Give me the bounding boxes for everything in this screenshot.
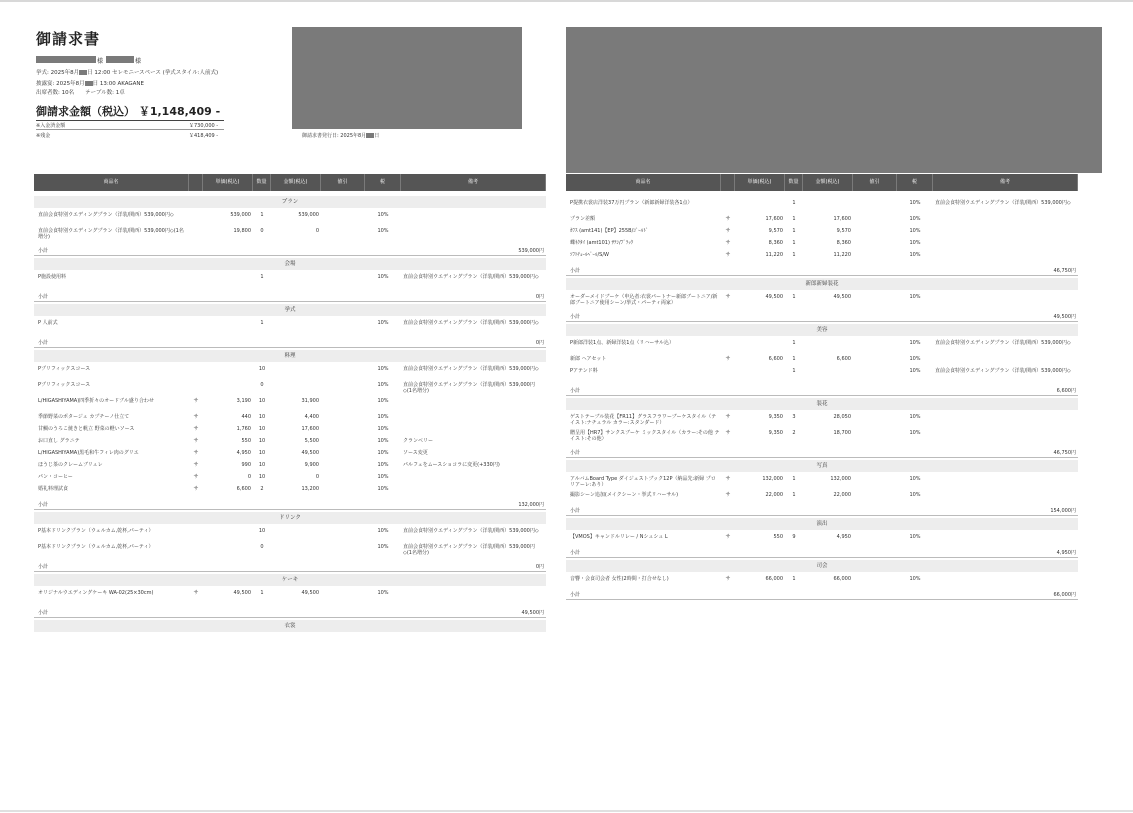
table-cell: 直前会食特別ウエディングプラン（洋装/関西）539,000円◇(1名増分) (403, 544, 535, 556)
table-cell: 【VMOS】キャンドルリレー / Nシュシュ L (570, 534, 668, 540)
column-header: 数量 (785, 174, 803, 191)
table-cell: 132,000 (830, 476, 851, 482)
table-cell: P 人前式 (38, 320, 58, 326)
table-cell: 9 (792, 534, 796, 540)
table-cell: サ (725, 252, 731, 258)
table-cell: 0 (260, 228, 264, 234)
table-cell: 6,600 (836, 356, 851, 362)
table-cell: 10% (377, 450, 389, 456)
table-cell: 66,000 (765, 576, 783, 582)
column-header (721, 174, 735, 191)
issue-date: 御請求書発行日: 2025年8月 日 (302, 133, 380, 139)
subtotal-value: 46,750円 (1053, 450, 1076, 456)
table-header-left (34, 174, 546, 191)
table-cell: 10 (258, 450, 266, 456)
table-cell: 17,600 (301, 426, 319, 432)
table-cell: 4,400 (304, 414, 319, 420)
table-cell: 贈呈用【HR7】サンクスブーケ ミックスタイル（カラー:その他 テイスト:その他） (570, 430, 720, 442)
table-cell: 10% (909, 430, 921, 436)
table-cell: 10% (909, 228, 921, 234)
recipient-suffix-2: 様 (135, 58, 142, 65)
table-cell: 1 (260, 212, 264, 218)
table-cell: P基本ドリンクプラン（ウェルカム,乾杯,パーティ） (38, 528, 154, 534)
subtotal-label: 小計 (38, 294, 49, 300)
subtotal-row (566, 448, 1078, 458)
section-header: 料理 (34, 350, 546, 362)
table-cell: 10% (377, 320, 389, 326)
column-header: 金額(税込) (271, 174, 321, 191)
table-cell: 10% (377, 382, 389, 388)
table-cell: 10 (258, 426, 266, 432)
table-cell: 直前会食特別ウエディングプラン（洋装/関西）539,000円◇ (403, 528, 539, 534)
section-header: 司会 (566, 560, 1078, 572)
deposit-label: ※入金済金額 (36, 123, 66, 129)
table-cell: 10% (909, 576, 921, 582)
table-cell: 10 (258, 474, 266, 480)
table-cell: 10 (258, 398, 266, 404)
table-cell: 10% (377, 414, 389, 420)
subtotal-label: 小計 (38, 564, 49, 570)
subtotal-label: 小計 (570, 268, 581, 274)
subtotal-value: 0円 (535, 340, 544, 346)
table-cell: サ (725, 240, 731, 246)
table-cell: Pプリフィックスコース (38, 366, 91, 372)
table-cell: 3,190 (236, 398, 251, 404)
subtotal-label: 小計 (570, 450, 581, 456)
subtotal-value: 6,600円 (1056, 388, 1076, 394)
column-header: 商品名 (566, 174, 721, 191)
table-cell: ｶﾌｽ (amt141)【EP】255B/ｺﾞｰﾙﾄﾞ (570, 228, 649, 234)
recipient-suffix-1: 様 (97, 58, 104, 65)
section-header: 衣裳 (34, 620, 546, 632)
table-cell: 440 (241, 414, 251, 420)
table-cell: 2 (260, 486, 264, 492)
subtotal-row (34, 608, 546, 618)
table-cell: 10% (377, 590, 389, 596)
table-cell: P新郎洋装1点、新婦洋装1点（リハーサル込） (570, 340, 674, 346)
table-cell: ほうじ茶のクレームブリュレ (38, 462, 103, 468)
table-row (566, 368, 1078, 388)
invoice-total: 御請求金額（税込） ￥1,148,409 - (36, 105, 221, 118)
table-cell: 10% (377, 366, 389, 372)
table-cell: 1 (792, 228, 796, 234)
ceremony-info: 挙式: 2025年8月 日 12:00 セレモニースペース (挙式スタイル:人前式) (36, 70, 219, 76)
reception-info: 披露宴: 2025年8月 日 13:00 AKAGANE (36, 81, 145, 87)
subtotal-row (566, 548, 1078, 558)
section-header: 新郎新婦装花 (566, 278, 1078, 290)
column-header: 商品名 (34, 174, 189, 191)
table-cell: Pアテンド料 (570, 368, 598, 374)
table-cell: 10 (258, 414, 266, 420)
subtotal-label: 小計 (38, 340, 49, 346)
table-cell: 10% (909, 476, 921, 482)
subtotal-value: 4,950円 (1056, 550, 1076, 556)
table-cell: ｿﾌﾄﾁｭｰﾙﾍﾞｰﾙ/S/W (570, 252, 609, 258)
section-header: 演出 (566, 518, 1078, 530)
table-cell: サ (725, 228, 731, 234)
section-header: 挙式 (34, 304, 546, 316)
table-cell: 5,500 (304, 438, 319, 444)
subtotal-value: 0円 (535, 564, 544, 570)
section-header: 写真 (566, 460, 1078, 472)
table-cell: 直前会食特別ウエディングプラン（洋装/関西）539,000円◇(1名増分) (38, 228, 184, 240)
table-cell: 直前会食特別ウエディングプラン（洋装/関西）539,000円◇ (403, 320, 539, 326)
table-cell: 17,600 (765, 216, 783, 222)
table-cell: 季節野菜のポタージュ カプチーノ仕立て (38, 414, 130, 420)
invoice-page-right (566, 20, 1102, 700)
table-cell: 10 (258, 366, 266, 372)
table-cell: 1,760 (236, 426, 251, 432)
table-cell: 9,350 (768, 430, 783, 436)
table-cell: 10% (377, 426, 389, 432)
table-cell: 10% (909, 200, 921, 206)
subtotal-row (566, 590, 1078, 600)
table-cell: パン・コーヒー (38, 474, 73, 480)
table-cell: サ (725, 430, 731, 436)
deposit-value: ￥730,000 - (189, 123, 219, 129)
table-cell: 6,600 (768, 356, 783, 362)
redacted-name-2 (106, 56, 134, 63)
table-cell: 0 (315, 474, 319, 480)
table-cell: 10% (377, 544, 389, 550)
guests-info: 出席者数: 10名 テーブル数: 1卓 (36, 90, 125, 96)
table-cell: プラン差額 (570, 216, 596, 222)
subtotal-value: 66,000円 (1053, 592, 1076, 598)
section-header: 美容 (566, 324, 1078, 336)
table-cell: サ (193, 450, 199, 456)
column-header: 値引 (321, 174, 365, 191)
table-cell: 0 (260, 544, 264, 550)
column-header: 税 (365, 174, 401, 191)
table-cell: 9,900 (304, 462, 319, 468)
table-cell: L/HIGASHIYAMA)四季折々のオードブル盛り合わせ (38, 398, 154, 404)
table-cell: 31,900 (301, 398, 319, 404)
table-cell: 1 (792, 356, 796, 362)
table-cell: サ (193, 414, 199, 420)
table-cell: サ (725, 576, 731, 582)
table-cell: 49,500 (301, 450, 319, 456)
column-header: 値引 (853, 174, 897, 191)
redacted-name-1 (36, 56, 96, 63)
table-cell: 49,500 (833, 294, 851, 300)
table-row (34, 544, 546, 564)
table-cell: 撮影シーン追加(メイクシーン・挙式リハーサル) (570, 492, 679, 498)
table-cell: サ (725, 414, 731, 420)
table-cell: 539,000 (230, 212, 251, 218)
table-cell: 550 (241, 438, 251, 444)
table-cell: 10 (258, 438, 266, 444)
table-cell: 0 (247, 474, 251, 480)
table-cell: 0 (260, 382, 264, 388)
table-cell: ソース変更 (403, 450, 428, 456)
table-cell: 17,600 (833, 216, 851, 222)
column-header: 備考 (933, 174, 1078, 191)
table-cell: サ (193, 590, 199, 596)
table-cell: 1 (260, 274, 264, 280)
table-cell: 10% (377, 398, 389, 404)
table-cell: サ (725, 294, 731, 300)
subtotal-row (34, 338, 546, 348)
table-cell: 49,500 (765, 294, 783, 300)
table-cell: 新郎 ヘアセット (570, 356, 607, 362)
table-cell: 1 (792, 492, 796, 498)
column-header: 金額(税込) (803, 174, 853, 191)
table-cell: P基本ドリンクプラン（ウェルカム,乾杯,パーティ） (38, 544, 154, 550)
column-header: 備考 (401, 174, 546, 191)
bottom-border (0, 810, 1133, 812)
table-cell: 49,500 (301, 590, 319, 596)
table-cell: P施設使用料 (38, 274, 67, 280)
table-cell: 10% (377, 438, 389, 444)
table-cell: P提携衣裳店洋装37万円プラン（新郎新婦洋装各1点） (570, 200, 693, 206)
table-cell: 音響・会食司会者 女性(2時間・打合せなし) (570, 576, 669, 582)
total-underline (36, 120, 224, 121)
table-cell: 13,200 (301, 486, 319, 492)
subtotal-value: 49,500円 (521, 610, 544, 616)
subtotal-row (566, 506, 1078, 516)
section-header: 会場 (34, 258, 546, 270)
table-cell: 28,050 (833, 414, 851, 420)
table-cell: 550 (773, 534, 783, 540)
table-cell: 1 (792, 476, 796, 482)
section-header: ドリンク (34, 512, 546, 524)
table-cell: オリジナルウエディングケーキ WA-02(25×30cm) (38, 590, 154, 596)
subtotal-label: 小計 (570, 592, 581, 598)
table-row (566, 430, 1078, 450)
table-cell: 10% (377, 474, 389, 480)
column-header: 数量 (253, 174, 271, 191)
table-cell: 10 (258, 462, 266, 468)
table-cell: 10% (377, 528, 389, 534)
table-cell: お口直し グラニテ (38, 438, 80, 444)
table-cell: 10% (909, 414, 921, 420)
table-cell: 直前会食特別ウエディングプラン（洋装/関西）539,000円◇ (403, 274, 539, 280)
table-cell: 直前会食特別ウエディングプラン（洋装/関西）539,000円◇ (935, 368, 1071, 374)
table-cell: 10% (377, 462, 389, 468)
subtotal-value: 154,000円 (1050, 508, 1076, 514)
table-cell: 539,000 (298, 212, 319, 218)
table-cell: サ (193, 438, 199, 444)
invoice-page-left (34, 20, 546, 700)
table-cell: 1 (260, 320, 264, 326)
subtotal-row (34, 292, 546, 302)
table-cell: 直前会食特別ウエディングプラン（洋装/関西）539,000円◇(1名増分) (403, 382, 535, 394)
subtotal-label: 小計 (38, 248, 49, 254)
table-row (566, 294, 1078, 314)
table-cell: サ (193, 474, 199, 480)
table-cell: アルバムBoard Type ダイジェストブック12P（納品先:新婦 プロリアーレ:あり） (570, 476, 716, 488)
subtotal-label: 小計 (570, 508, 581, 514)
table-cell: 3 (792, 414, 796, 420)
table-cell: 10% (909, 340, 921, 346)
table-cell: 1 (792, 294, 796, 300)
table-row (34, 320, 546, 340)
table-cell: 10% (909, 252, 921, 258)
table-cell: 9,570 (836, 228, 851, 234)
table-cell: 10 (258, 528, 266, 534)
table-cell: 11,220 (833, 252, 851, 258)
subtotal-row (34, 562, 546, 572)
table-cell: サ (725, 356, 731, 362)
table-cell: 10% (377, 212, 389, 218)
table-cell: 8,360 (836, 240, 851, 246)
table-cell: 4,950 (836, 534, 851, 540)
table-row (34, 274, 546, 294)
table-cell: 19,800 (233, 228, 251, 234)
table-cell: 婚礼料理試食 (38, 486, 69, 492)
column-header (189, 174, 203, 191)
table-cell: 22,000 (833, 492, 851, 498)
section-header: プラン (34, 196, 546, 208)
table-cell: Pプリフィックスコース (38, 382, 91, 388)
table-cell: 18,700 (833, 430, 851, 436)
table-cell: サ (725, 534, 731, 540)
table-cell: 蝶ﾈｸﾀｲ (amt101) ｻﾃﾝ/ﾌﾞﾗｯｸ (570, 240, 634, 246)
column-header: 単価(税込) (735, 174, 785, 191)
subtotal-value: 0円 (535, 294, 544, 300)
table-cell: パルフェをムースショコラに変更(+330円) (403, 462, 500, 468)
table-cell: 1 (792, 216, 796, 222)
balance-label: ※残金 (36, 133, 51, 139)
redacted-block-company (292, 27, 522, 129)
subtotal-row (566, 386, 1078, 396)
table-cell: 11,220 (765, 252, 783, 258)
table-cell: 1 (792, 200, 796, 206)
table-header-right (566, 174, 1078, 191)
table-cell: 10% (909, 492, 921, 498)
table-cell: 10% (377, 274, 389, 280)
table-cell: 990 (241, 462, 251, 468)
table-cell: 1 (792, 252, 796, 258)
table-cell: 2 (792, 430, 796, 436)
table-cell: サ (193, 462, 199, 468)
table-cell: ゲストテーブル装花【FR11】グラスフラワーブーケスタイル（テイスト:ナチュラル カラー:スタンダード） (570, 414, 717, 426)
table-cell: 直前会食特別ウエディングプラン（洋装/関西）539,000円◇ (38, 212, 174, 218)
table-cell: 9,570 (768, 228, 783, 234)
subtotal-value: 132,000円 (518, 502, 544, 508)
table-cell: 9,350 (768, 414, 783, 420)
table-cell: 6,600 (236, 486, 251, 492)
section-header: 装花 (566, 398, 1078, 410)
balance-value: ￥418,409 - (189, 133, 219, 139)
subtotal-label: 小計 (570, 314, 581, 320)
table-cell: 49,500 (233, 590, 251, 596)
subtotal-label: 小計 (570, 550, 581, 556)
table-cell: 10% (377, 228, 389, 234)
table-cell: 1 (792, 576, 796, 582)
redacted-block-top (566, 27, 1102, 173)
table-cell: 1 (792, 240, 796, 246)
top-border (0, 0, 1133, 2)
subtotal-label: 小計 (38, 610, 49, 616)
subtotal-label: 小計 (38, 502, 49, 508)
subtotal-label: 小計 (570, 388, 581, 394)
table-cell: L/HIGASHIYAMA)黒毛和牛フィレ肉のグリエ (38, 450, 139, 456)
subtotal-row (34, 246, 546, 256)
table-cell: クランベリー (403, 438, 434, 444)
table-cell: 10% (377, 486, 389, 492)
column-header: 単価(税込) (203, 174, 253, 191)
column-header: 税 (897, 174, 933, 191)
table-cell: 4,950 (236, 450, 251, 456)
document-title: 御請求書 (36, 30, 101, 48)
table-cell: 10% (909, 240, 921, 246)
deposit-rule (36, 129, 224, 130)
table-cell: 0 (315, 228, 319, 234)
table-cell: 132,000 (762, 476, 783, 482)
table-cell: 直前会食特別ウエディングプラン（洋装/関西）539,000円◇ (935, 200, 1071, 206)
table-cell: 10% (909, 294, 921, 300)
subtotal-value: 46,750円 (1053, 268, 1076, 274)
subtotal-value: 539,000円 (518, 248, 544, 254)
table-cell: サ (193, 426, 199, 432)
table-cell: 1 (792, 368, 796, 374)
table-cell: 直前会食特別ウエディングプラン（洋装/関西）539,000円◇ (403, 366, 539, 372)
subtotal-row (566, 312, 1078, 322)
table-cell: 66,000 (833, 576, 851, 582)
table-cell: サ (193, 486, 199, 492)
table-cell: サ (725, 476, 731, 482)
table-cell: 甘鯛のうろこ焼きと帆立 野菜の軽いソース (38, 426, 135, 432)
table-cell: サ (725, 492, 731, 498)
table-row (34, 228, 546, 248)
table-cell: 8,360 (768, 240, 783, 246)
table-cell: 1 (260, 590, 264, 596)
table-cell: オーダーメイドブーケ（申込者:衣裳パートナー新郎ブートニア/新郎ブートニア使用シーン/挙式・パーティ両家） (570, 294, 718, 306)
subtotal-value: 49,500円 (1053, 314, 1076, 320)
table-cell: 10% (909, 368, 921, 374)
table-cell: 1 (792, 340, 796, 346)
section-header: ケーキ (34, 574, 546, 586)
table-cell: 22,000 (765, 492, 783, 498)
table-cell: サ (193, 398, 199, 404)
table-cell: 10% (909, 534, 921, 540)
subtotal-row (34, 500, 546, 510)
subtotal-row (566, 266, 1078, 276)
table-cell: 10% (909, 356, 921, 362)
table-row (34, 590, 546, 610)
table-cell: 直前会食特別ウエディングプラン（洋装/関西）539,000円◇ (935, 340, 1071, 346)
table-cell: サ (725, 216, 731, 222)
table-cell: 10% (909, 216, 921, 222)
